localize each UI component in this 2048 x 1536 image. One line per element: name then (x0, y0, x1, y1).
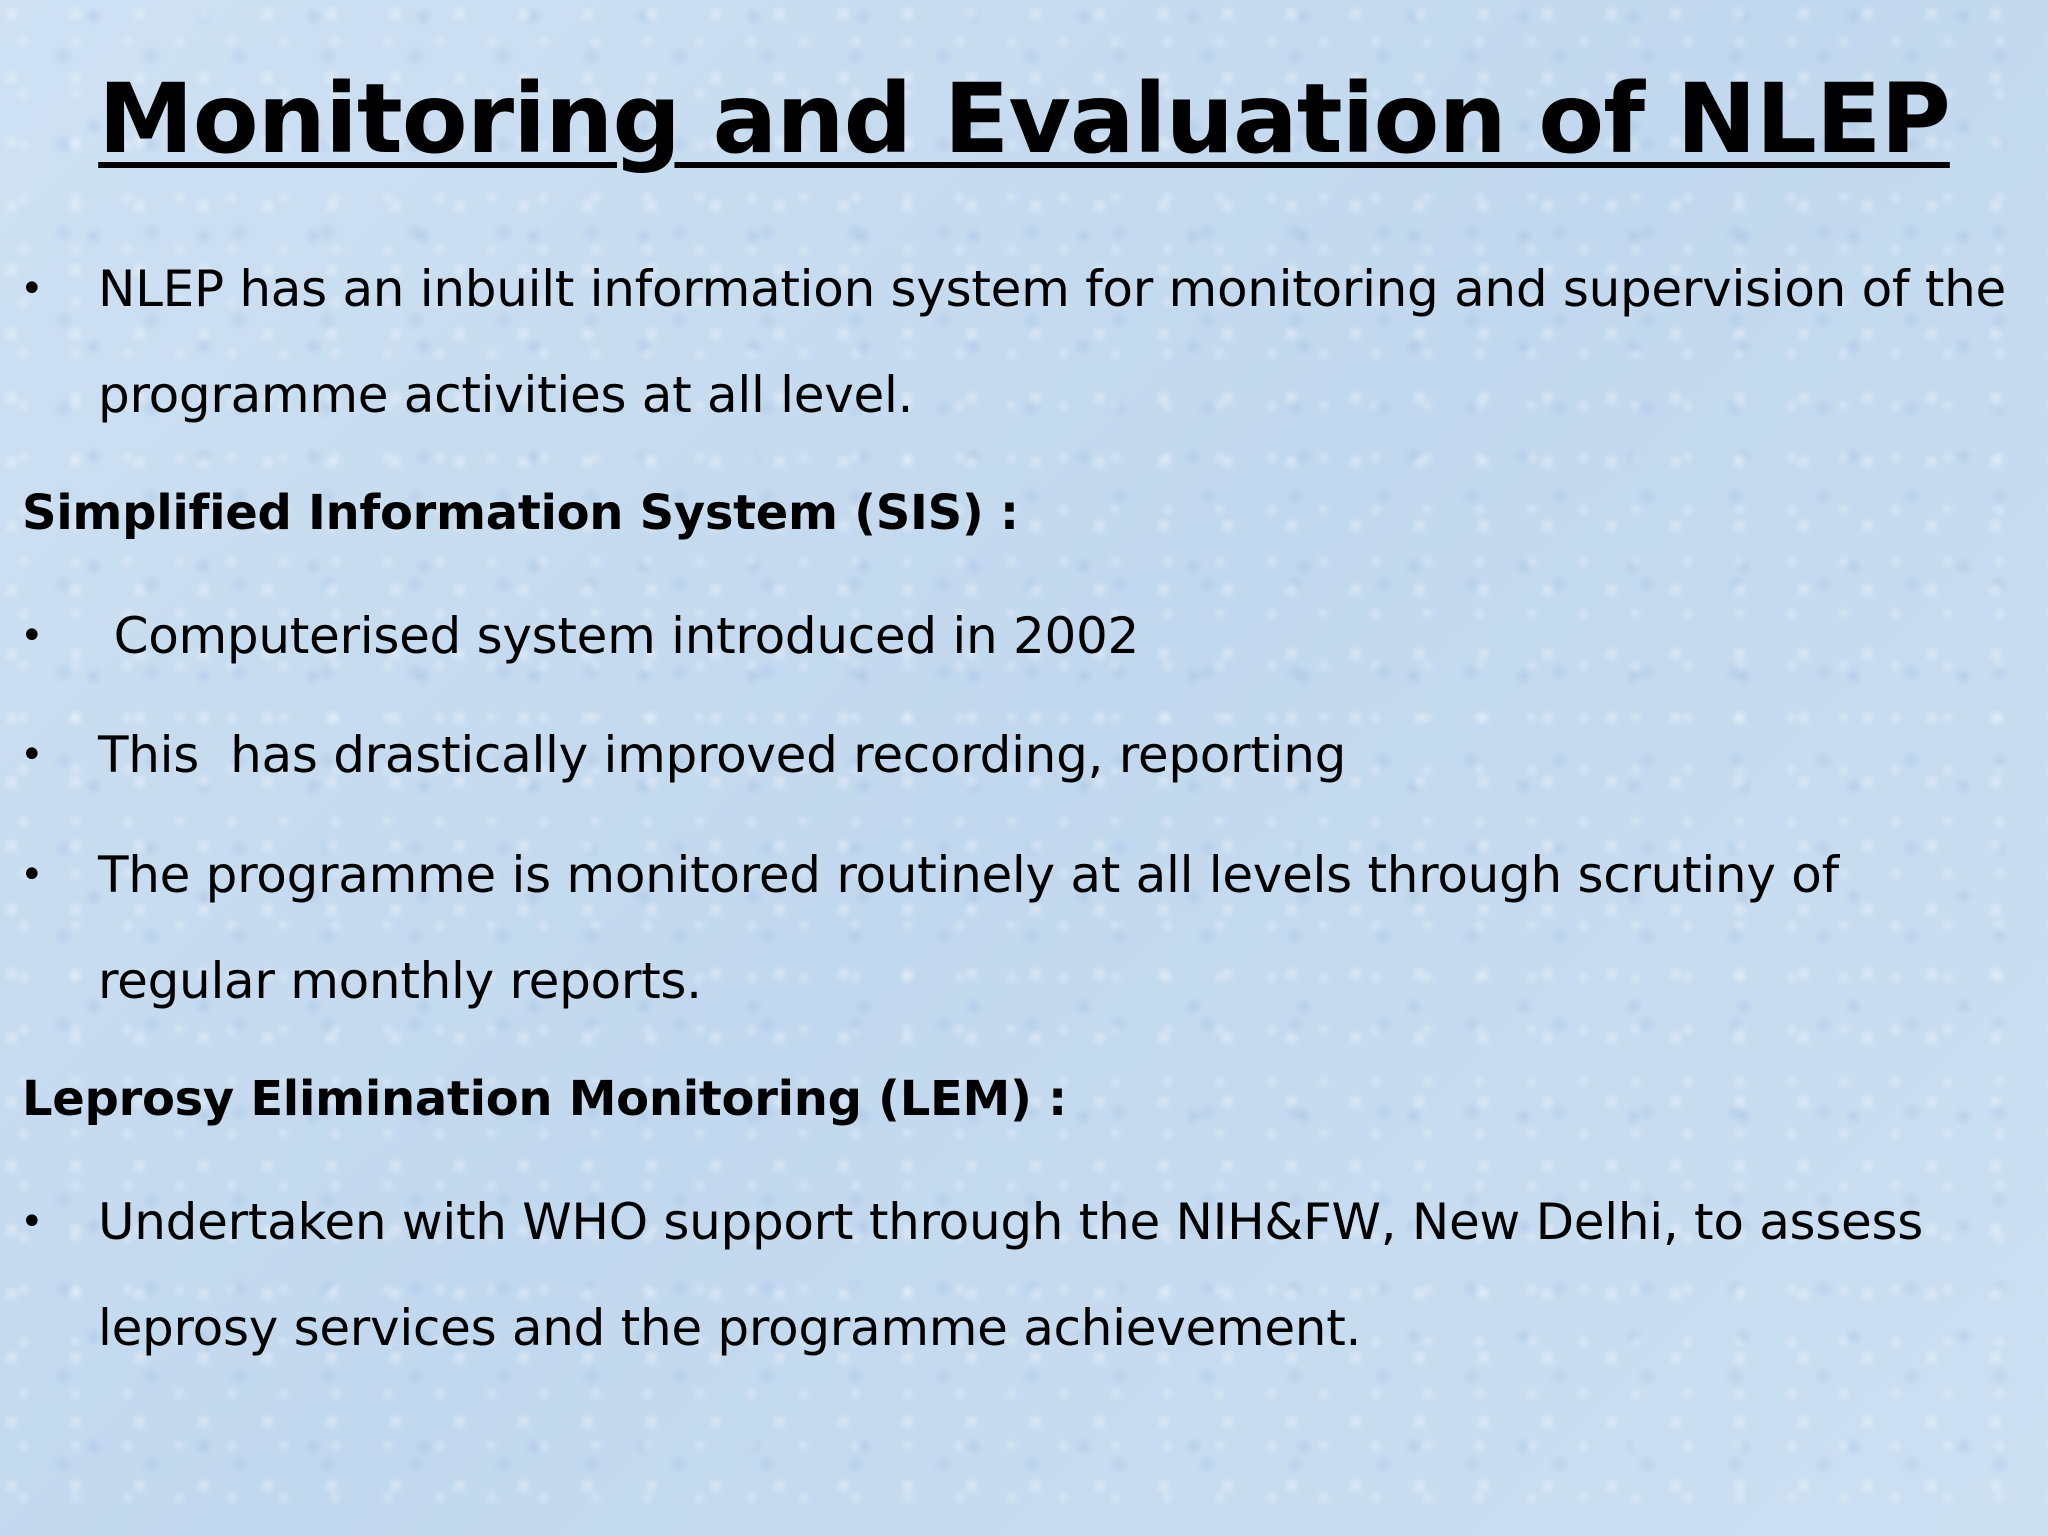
bullet-icon: • (20, 266, 44, 312)
bullet-icon: • (20, 613, 44, 659)
bullet-item-computerised (0, 583, 2048, 689)
bullet-text: Computerised system introduced in 2002 (98, 607, 1140, 665)
section-heading-lem: Leprosy Elimination Monitoring (LEM) : (22, 1071, 1067, 1127)
bullet-text: Undertaken with WHO support through the NIH&FW, New Delhi, to assess leprosy services and the programme achievement. (98, 1193, 1924, 1357)
bullet-icon: • (20, 852, 44, 898)
bullet-icon: • (20, 1199, 44, 1245)
slide-title (0, 64, 2048, 174)
slide-title-text: Monitoring and Evaluation of NLEP (98, 63, 1950, 175)
bullet-text: The programme is monitored routinely at all levels through scrutiny of regular monthly reports. (98, 846, 1839, 1010)
bullet-item-who-support (0, 1169, 2048, 1381)
bullet-text: NLEP has an inbuilt information system for monitoring and supervision of the programme activities at all level. (98, 260, 2006, 424)
section-heading-sis: Simplified Information System (SIS) : (22, 485, 1019, 541)
bullet-item-monitored-routinely (0, 822, 2048, 1034)
bullet-text: This has drastically improved recording, reporting (98, 726, 1347, 784)
bullet-icon: • (20, 732, 44, 778)
bullet-item-improved-recording (0, 702, 2048, 808)
bullet-item-inbuilt-system (0, 236, 2048, 448)
